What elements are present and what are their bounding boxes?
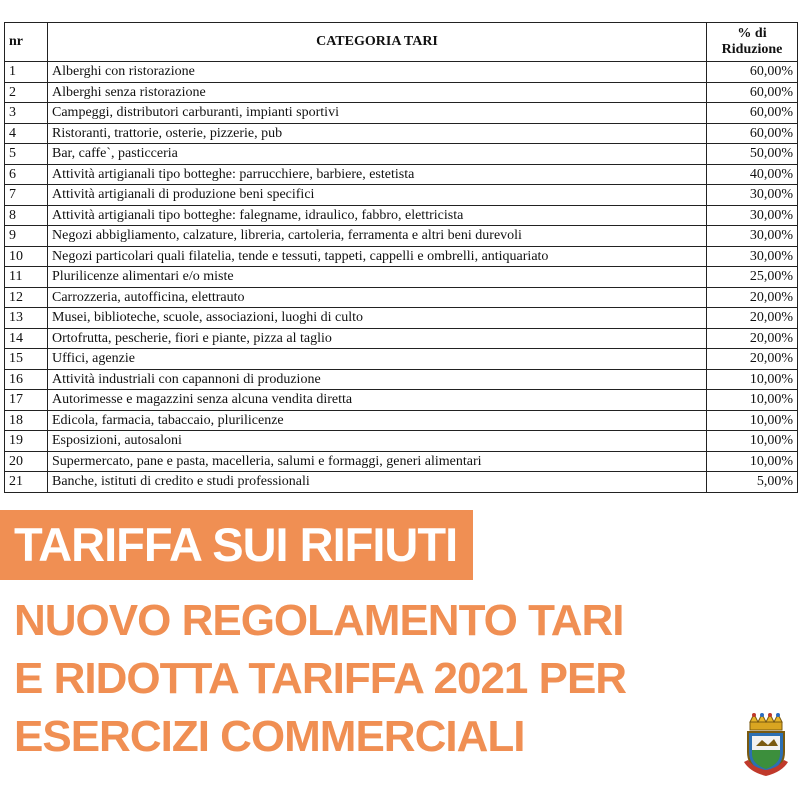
- row-number: 2: [5, 82, 48, 103]
- row-number: 18: [5, 410, 48, 431]
- header-reduction: [707, 23, 798, 62]
- row-number: 12: [5, 287, 48, 308]
- row-category: Campeggi, distributori carburanti, impianti sportivi: [48, 103, 707, 124]
- row-reduction: 10,00%: [707, 431, 798, 452]
- table-row: [5, 226, 798, 247]
- table-row: [5, 390, 798, 411]
- row-category: Ortofrutta, pescherie, fiori e piante, pizza al taglio: [48, 328, 707, 349]
- row-number: 1: [5, 62, 48, 83]
- row-category: Edicola, farmacia, tabaccaio, plurilicenze: [48, 410, 707, 431]
- row-number: 10: [5, 246, 48, 267]
- table-row: [5, 103, 798, 124]
- table-row: [5, 369, 798, 390]
- table-row: [5, 185, 798, 206]
- table-row: [5, 205, 798, 226]
- row-category: Plurilicenze alimentari e/o miste: [48, 267, 707, 288]
- topic-banner: TARIFFA SUI RIFIUTI: [0, 510, 473, 580]
- row-number: 5: [5, 144, 48, 165]
- row-category: Uffici, agenzie: [48, 349, 707, 370]
- row-category: Attività artigianali di produzione beni specifici: [48, 185, 707, 206]
- row-number: 21: [5, 472, 48, 493]
- table-row: [5, 431, 798, 452]
- row-category: Attività artigianali tipo botteghe: parrucchiere, barbiere, estetista: [48, 164, 707, 185]
- row-category: Alberghi senza ristorazione: [48, 82, 707, 103]
- row-reduction: 20,00%: [707, 287, 798, 308]
- table-row: [5, 123, 798, 144]
- row-reduction: 10,00%: [707, 451, 798, 472]
- row-category: Attività industriali con capannoni di produzione: [48, 369, 707, 390]
- row-category: Alberghi con ristorazione: [48, 62, 707, 83]
- table-row: [5, 246, 798, 267]
- table-row: [5, 144, 798, 165]
- table-header-row: [5, 23, 798, 62]
- row-reduction: 30,00%: [707, 226, 798, 247]
- tari-reduction-table: [4, 22, 798, 493]
- row-category: Banche, istituti di credito e studi professionali: [48, 472, 707, 493]
- header-nr: nr: [5, 23, 48, 62]
- row-number: 3: [5, 103, 48, 124]
- row-number: 9: [5, 226, 48, 247]
- row-category: Esposizioni, autosaloni: [48, 431, 707, 452]
- table-row: [5, 410, 798, 431]
- row-number: 20: [5, 451, 48, 472]
- table-row: [5, 164, 798, 185]
- row-category: Ristoranti, trattorie, osterie, pizzerie, pub: [48, 123, 707, 144]
- row-category: Bar, caffe`, pasticceria: [48, 144, 707, 165]
- headline-line: E RIDOTTA TARIFFA 2021 PER: [14, 654, 627, 703]
- row-number: 19: [5, 431, 48, 452]
- row-category: Attività artigianali tipo botteghe: falegname, idraulico, fabbro, elettricista: [48, 205, 707, 226]
- row-category: Negozi abbigliamento, calzature, libreria, cartoleria, ferramenta e altri beni durevoli: [48, 226, 707, 247]
- table-row: [5, 308, 798, 329]
- tari-table-container: [4, 22, 798, 493]
- row-reduction: 30,00%: [707, 205, 798, 226]
- headline-line: NUOVO REGOLAMENTO TARI: [14, 596, 624, 645]
- headline-line: ESERCIZI COMMERCIALI: [14, 712, 525, 761]
- row-reduction: 30,00%: [707, 246, 798, 267]
- row-category: Carrozzeria, autofficina, elettrauto: [48, 287, 707, 308]
- row-reduction: 40,00%: [707, 164, 798, 185]
- municipal-crest-icon: [740, 712, 792, 778]
- row-reduction: 5,00%: [707, 472, 798, 493]
- row-number: 4: [5, 123, 48, 144]
- row-number: 14: [5, 328, 48, 349]
- row-number: 13: [5, 308, 48, 329]
- row-reduction: 60,00%: [707, 123, 798, 144]
- row-reduction: 10,00%: [707, 369, 798, 390]
- table-row: [5, 62, 798, 83]
- row-reduction: 60,00%: [707, 82, 798, 103]
- table-row: [5, 451, 798, 472]
- table-row: [5, 349, 798, 370]
- table-row: [5, 328, 798, 349]
- row-category: Autorimesse e magazzini senza alcuna vendita diretta: [48, 390, 707, 411]
- row-reduction: 20,00%: [707, 328, 798, 349]
- row-number: 6: [5, 164, 48, 185]
- row-reduction: 60,00%: [707, 62, 798, 83]
- headline: [14, 592, 794, 766]
- table-row: [5, 82, 798, 103]
- table-row: [5, 267, 798, 288]
- table-row: [5, 287, 798, 308]
- row-category: Negozi particolari quali filatelia, tende e tessuti, tappeti, cappelli e ombrelli, antiquariato: [48, 246, 707, 267]
- row-reduction: 10,00%: [707, 410, 798, 431]
- row-reduction: 20,00%: [707, 308, 798, 329]
- row-reduction: 30,00%: [707, 185, 798, 206]
- row-number: 7: [5, 185, 48, 206]
- header-category: CATEGORIA TARI: [48, 23, 707, 62]
- header-reduction-line2: Riduzione: [721, 42, 783, 57]
- row-reduction: 60,00%: [707, 103, 798, 124]
- row-category: Musei, biblioteche, scuole, associazioni, luoghi di culto: [48, 308, 707, 329]
- row-category: Supermercato, pane e pasta, macelleria, salumi e formaggi, generi alimentari: [48, 451, 707, 472]
- table-row: [5, 472, 798, 493]
- table-body: [5, 62, 798, 493]
- row-reduction: 10,00%: [707, 390, 798, 411]
- row-number: 11: [5, 267, 48, 288]
- row-number: 8: [5, 205, 48, 226]
- row-reduction: 25,00%: [707, 267, 798, 288]
- row-reduction: 20,00%: [707, 349, 798, 370]
- row-reduction: 50,00%: [707, 144, 798, 165]
- row-number: 15: [5, 349, 48, 370]
- header-reduction-line1: % di: [737, 26, 767, 41]
- row-number: 17: [5, 390, 48, 411]
- row-number: 16: [5, 369, 48, 390]
